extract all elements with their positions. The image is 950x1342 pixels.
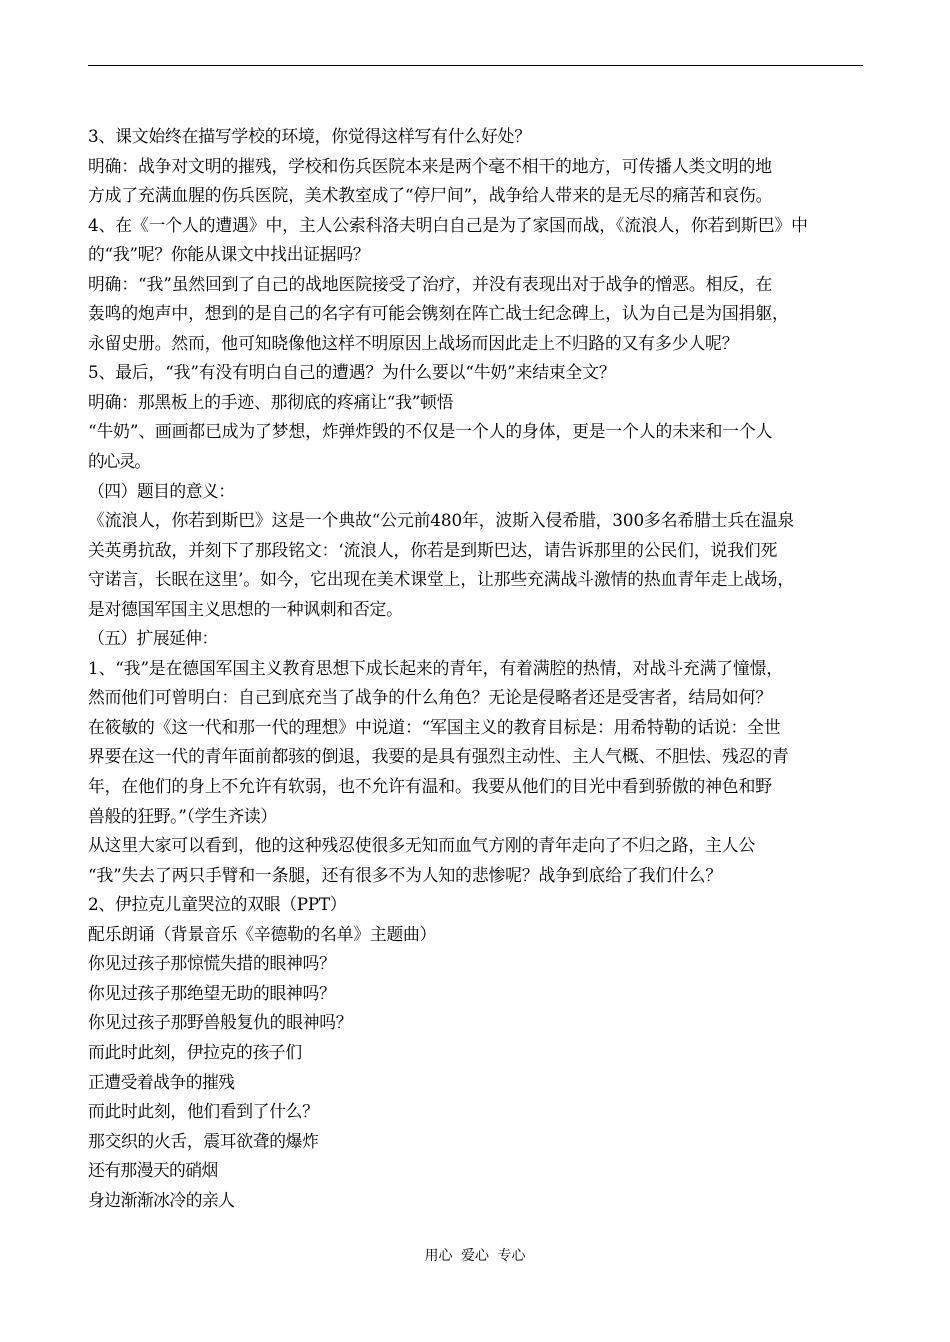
text-line: 的“我”呢？你能从课文中找出证据吗？ — [88, 244, 370, 265]
text-line: 正遭受着战争的摧残 — [88, 1071, 235, 1092]
text-line: 那交织的火舌，震耳欲聋的爆炸 — [88, 1130, 319, 1151]
text-line: 配乐朗诵（背景音乐《辛德勒的名单》主题曲） — [88, 923, 437, 944]
text-line: 而此时此刻，伊拉克的孩子们 — [88, 1041, 302, 1062]
text-line: 而此时此刻，他们看到了什么？ — [88, 1101, 319, 1122]
text-line: 在筱敏的《这一代和那一代的理想》中说道：“军国主义的教育目标是：用希特勒的话说：全世 — [88, 716, 781, 737]
text-line: 年，在他们的身上不允许有软弱，也不允许有温和。我要从他们的目光中看到骄傲的神色和野 — [88, 776, 772, 797]
text-line: （四）题目的意义： — [88, 480, 235, 501]
text-line: 明确：“我”虽然回到了自己的战地医院接受了治疗，并没有表现出对于战争的憎恶。相反，在 — [88, 273, 773, 294]
text-line: 3、课文始终在描写学校的环境，你觉得这样写有什么好处？ — [88, 126, 531, 146]
text-line: 还有那漫天的硝烟 — [88, 1160, 218, 1181]
text-line: “我”失去了两只手臂和一条腿，还有很多不为人知的悲惨呢？战争到底给了我们什么？ — [88, 864, 722, 885]
text-line: 2、伊拉克儿童哭泣的双眼（PPT） — [88, 894, 347, 915]
text-line: 身边渐渐冰冷的亲人 — [88, 1189, 235, 1210]
text-line: 永留史册。然而，他可知晓像他这样不明原因上战场而因此走上不归路的又有多少人呢？ — [88, 332, 739, 353]
text-line: 你见过孩子那野兽般复仇的眼神吗？ — [88, 1012, 353, 1033]
text-line: 关英勇抗敌，并刻下了那段铭文：‘流浪人，你若是到斯巴达，请告诉那里的公民们，说我们死 — [88, 539, 778, 560]
text-line: 5、最后，“我”有没有明白自己的遭遇？为什么要以“牛奶”来结束全文？ — [88, 362, 616, 383]
page-footer: 用心 爱心 专心 — [424, 1248, 526, 1264]
text-line: 4、在《一个人的遭遇》中，主人公索科洛夫明白自己是为了家国而战，《流浪人，你若到斯巴》中 — [88, 214, 808, 235]
text-line: 你见过孩子那绝望无助的眼神吗？ — [88, 982, 336, 1003]
header-rule — [88, 65, 863, 66]
text-line: 然而他们可曾明白：自己到底充当了战争的什么角色？无论是侵略者还是受害者，结局如何？ — [88, 687, 772, 708]
document-body — [88, 122, 868, 1215]
text-line: 守诺言，长眠在这里’。如今，它出现在美术课堂上，让那些充满战斗激情的热血青年走上战场， — [88, 569, 795, 590]
text-line: 明确：战争对文明的摧残，学校和伤兵医院本来是两个毫不相干的地方，可传播人类文明的地 — [88, 155, 772, 176]
text-line: 轰鸣的炮声中，想到的是自己的名字有可能会镌刻在阵亡战士纪念碑上，认为自己是为国捐躯， — [88, 303, 789, 324]
text-line: 的心灵。 — [88, 451, 150, 472]
text-line: 你见过孩子那惊慌失措的眼神吗？ — [88, 953, 336, 974]
text-line: 界要在这一代的青年面前都骇的倒退，我要的是具有强烈主动性、主人气概、不胆怯、残忍的青 — [88, 746, 789, 767]
text-line: 方成了充满血腥的伤兵医院，美术教室成了“停尸间”，战争给人带来的是无尽的痛苦和哀伤。 — [88, 185, 773, 206]
text-line: “牛奶”、画画都已成为了梦想，炸弹炸毁的不仅是一个人的身体，更是一个人的未来和一个人 — [88, 421, 773, 442]
text-line: 《流浪人，你若到斯巴》这是一个典故“公元前480年，波斯入侵希腊，300多名希腊士兵在温泉 — [88, 510, 795, 531]
text-line: （五）扩展延伸： — [88, 628, 218, 649]
text-line: 是对德国军国主义思想的一种讽刺和否定。 — [88, 598, 403, 619]
text-line: 从这里大家可以看到，他的这种残忍使很多无知而血气方刚的青年走向了不归之路，主人公 — [88, 835, 756, 856]
text-line: 明确：那黑板上的手迹、那彻底的疼痛让“我”顿悟 — [88, 391, 454, 412]
text-line: 1、“我”是在德国军国主义教育思想下成长起来的青年，有着满腔的热情，对战斗充满了憧憬， — [88, 657, 783, 678]
text-line: 兽般的狂野。”（学生齐读） — [88, 805, 277, 826]
